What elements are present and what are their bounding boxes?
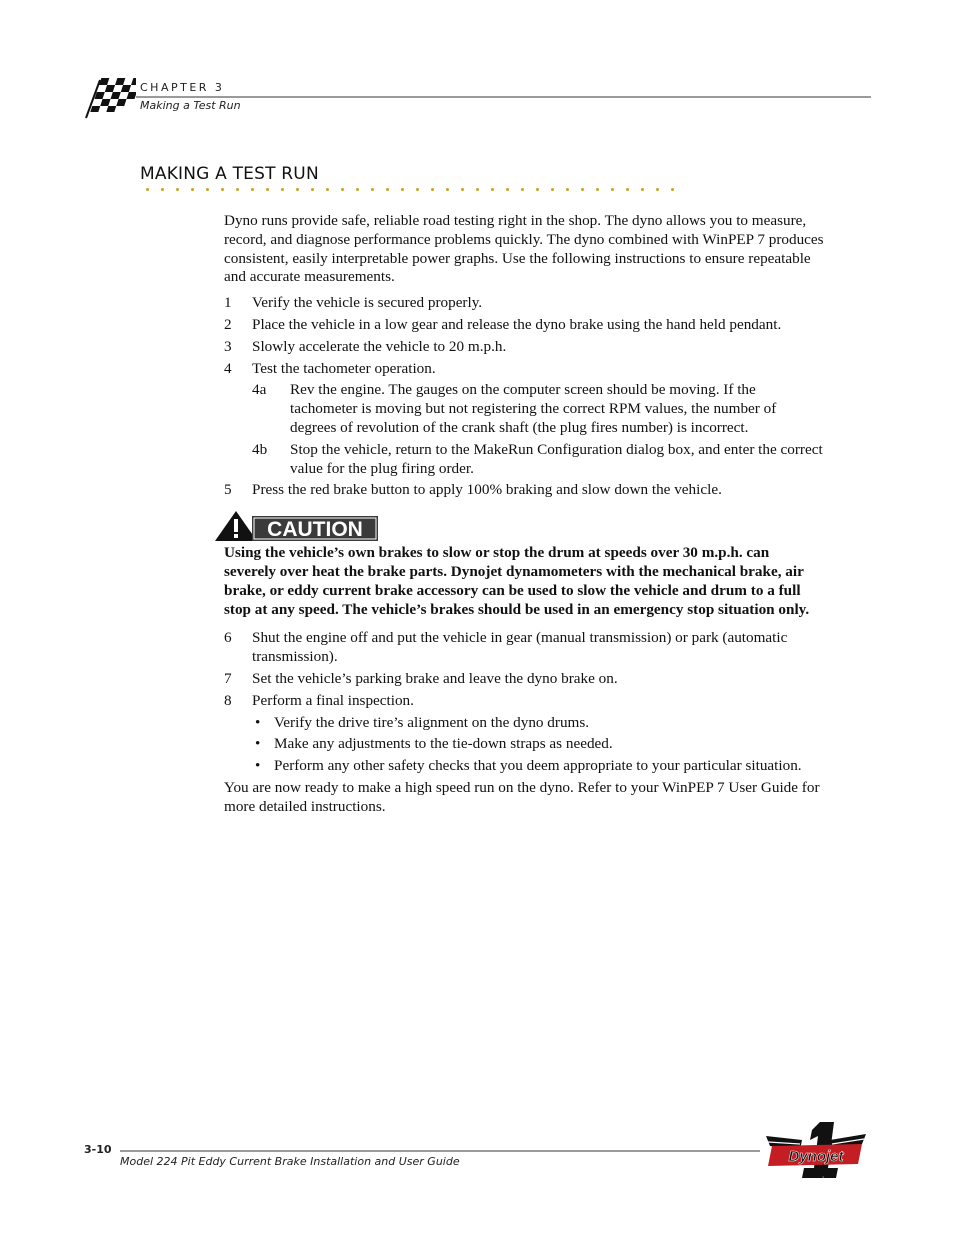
main-content: [224, 212, 824, 817]
bullet-icon: •: [255, 757, 261, 775]
step-number: 1: [224, 294, 232, 312]
footer-title: Model 224 Pit Eddy Current Brake Installation and User Guide: [120, 1155, 460, 1168]
dynojet-logo-icon: [762, 1120, 870, 1182]
caution-label: CAUTION: [267, 518, 363, 542]
step-text: Place the vehicle in a low gear and release the dyno brake using the hand held pendant.: [252, 315, 782, 333]
header-rule: [136, 96, 871, 98]
steps-list-a: [224, 294, 824, 500]
step-text: Perform a final inspection.: [252, 691, 414, 709]
caution-banner: [212, 510, 824, 544]
logo-numeral: 1: [822, 1175, 825, 1180]
bullet-icon: •: [255, 713, 261, 731]
steps-list-b: [224, 629, 824, 776]
bullet-item: [252, 714, 824, 733]
step-item: [224, 360, 824, 479]
substep-text: Stop the vehicle, return to the MakeRun Configuration dialog box, and enter the correct value for the plug firing order.: [290, 440, 823, 477]
substep-number: 4b: [252, 440, 268, 458]
step-item: [224, 629, 824, 667]
page-number: 3-10: [84, 1143, 112, 1156]
step-item: [224, 481, 824, 500]
bullet-text: Perform any other safety checks that you deem appropriate to your particular situation.: [274, 757, 802, 775]
step-number: 7: [224, 669, 232, 687]
step-item: [224, 294, 824, 313]
outro-paragraph: You are now ready to make a high speed run on the dyno. Refer to your WinPEP 7 User Guide for more detailed instructions.: [224, 778, 820, 815]
substep-text: Rev the engine. The gauges on the computer screen should be moving. If the tachometer is moving but not registering the correct RPM values, the number of degrees of revolution of the crank shaft (the plug fires number) is incorrect.: [290, 381, 777, 436]
bullet-item: [252, 735, 824, 754]
step-number: 6: [224, 629, 232, 647]
substeps-list: [252, 381, 824, 478]
caution-warning-icon: [212, 510, 382, 544]
dotted-rule: [140, 187, 685, 192]
header-subtitle: Making a Test Run: [140, 99, 241, 112]
checkered-flag-icon: [80, 76, 136, 120]
substep-number: 4a: [252, 381, 267, 399]
step-text: Slowly accelerate the vehicle to 20 m.p.h.: [252, 337, 507, 355]
step-text: Set the vehicle’s parking brake and leave the dyno brake on.: [252, 669, 618, 687]
step-text: Shut the engine off and put the vehicle in gear (manual transmission) or park (automatic transmission).: [252, 629, 788, 666]
logo-brand-text: Dynojet: [788, 1148, 844, 1165]
substep-item: [252, 441, 824, 479]
intro-paragraph: Dyno runs provide safe, reliable road testing right in the shop. The dyno allows you to measure, record, and diagnose performance problems quickly. The dyno combined with WinPEP 7 produces consistent, easily interpretable power graphs. Use the following instructions to ensure repeatable and accurate measurements.: [224, 212, 824, 286]
step-number: 8: [224, 691, 232, 709]
section-title: MAKING A TEST RUN: [140, 164, 319, 184]
footer-rule: [120, 1150, 760, 1152]
bullet-list: [252, 714, 824, 776]
step-number: 2: [224, 315, 232, 333]
step-text: Press the red brake button to apply 100% braking and slow down the vehicle.: [252, 481, 722, 499]
bullet-icon: •: [255, 735, 261, 753]
chapter-label: CHAPTER 3: [140, 81, 225, 94]
bullet-text: Make any adjustments to the tie-down straps as needed.: [274, 735, 613, 753]
step-number: 5: [224, 481, 232, 499]
step-number: 4: [224, 359, 232, 377]
substep-item: [252, 381, 824, 437]
caution-text: Using the vehicle’s own brakes to slow or stop the drum at speeds over 30 m.p.h. can severely over heat the brake parts. Dynojet dynamometers with the mechanical brake, air brake, or eddy current brake accessory can be used to slow the vehicle and drum to a full stop at any speed. The vehicle’s brakes should be used in an emergency stop situation only.: [224, 544, 810, 618]
step-text: Test the tachometer operation.: [252, 359, 436, 377]
step-item: [224, 338, 824, 357]
bullet-text: Verify the drive tire’s alignment on the dyno drums.: [274, 713, 590, 731]
bullet-item: [252, 757, 824, 776]
step-item: [224, 316, 824, 335]
step-number: 3: [224, 337, 232, 355]
step-item: [224, 670, 824, 689]
step-text: Verify the vehicle is secured properly.: [252, 294, 483, 312]
step-item: [224, 692, 824, 776]
